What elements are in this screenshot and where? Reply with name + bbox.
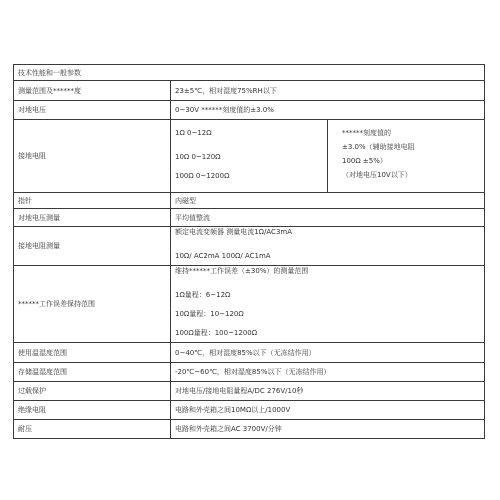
table-row: [14, 266, 485, 343]
resistance-range-line: 10Ω 0~120Ω: [175, 152, 221, 161]
table-row: [14, 382, 485, 401]
row-value-withstand: 电路和外壳箱之间AC 3700V/分钟: [171, 420, 485, 439]
row-value-indicator: 内磁型: [171, 193, 485, 209]
accuracy-line: （对地电压10V以下）: [342, 171, 412, 179]
table-row: [14, 227, 485, 266]
table-row: [14, 120, 485, 193]
row-label-resistance-measure: 接地电阻测量: [14, 227, 171, 266]
row-label-resistance: 接地电阻: [14, 120, 171, 193]
row-label-ground-voltage: 对地电压: [14, 101, 171, 120]
resistance-range-line: 1Ω 0~12Ω: [175, 128, 212, 137]
table-row: [14, 101, 485, 120]
row-value-resistance-measure: [171, 227, 485, 266]
accuracy-line: ******刻度值的: [342, 129, 391, 137]
row-value-ground-voltage-measure: 平均值整流: [171, 209, 485, 227]
table-row: [14, 193, 485, 209]
error-range-line: 10Ω量程：10~120Ω: [175, 310, 244, 318]
table-row: [14, 363, 485, 382]
table-row: [14, 81, 485, 101]
table-row: [14, 343, 485, 363]
accuracy-line: ±3.0%（辅助接地电阻: [342, 143, 415, 151]
error-range-line: 维持******工作误差（±30%）的测量范围: [175, 267, 309, 275]
accuracy-line: 100Ω ±5%）: [342, 157, 387, 165]
resistance-range-line: 100Ω 0~1200Ω: [175, 171, 230, 180]
table-header: 技术性能和一般参数: [14, 65, 485, 81]
row-value-ground-voltage: 0~30V ******刻度值的±3.0%: [171, 101, 485, 120]
row-value-insulation: 电路和外壳箱之间10MΩ以上/1000V: [171, 401, 485, 420]
row-label-store-temp: 存储温湿度范围: [14, 363, 171, 382]
error-range-line: 1Ω量程：6~12Ω: [175, 291, 231, 299]
measure-line: 10Ω/ AC2mA 100Ω/ AC1mA: [175, 252, 271, 260]
error-range-line: 100Ω量程：100~1200Ω: [175, 329, 258, 337]
measure-line: 额定电流变频器 测量电流1Ω/AC3mA: [175, 228, 293, 236]
row-label-overload: 过载保护: [14, 382, 171, 401]
row-label-insulation: 绝缘电阻: [14, 401, 171, 420]
row-value-error-range: [171, 266, 485, 343]
row-label-indicator: 指针: [14, 193, 171, 209]
row-value-resistance-ranges: [171, 120, 328, 193]
spec-table: [13, 64, 485, 439]
row-value-resistance-accuracy: [328, 120, 485, 193]
row-value-range: 23±5℃，相对湿度75%RH以下: [171, 81, 485, 101]
row-label-use-temp: 使用温湿度范围: [14, 343, 171, 363]
table-row: [14, 420, 485, 439]
row-label-range: 测量范围及******度: [14, 81, 171, 101]
row-label-withstand: 耐压: [14, 420, 171, 439]
row-value-store-temp: -20℃~60℃，相对湿度85%以下（无冻结作用）: [171, 363, 485, 382]
row-label-error-range: ******工作误差保持范围: [14, 266, 171, 343]
row-value-overload: 对地电压/接地电阻量程A/DC 276V/10秒: [171, 382, 485, 401]
table-row: [14, 65, 485, 81]
row-label-ground-voltage-measure: 对地电压测量: [14, 209, 171, 227]
row-value-use-temp: 0~40℃，相对湿度85%以下（无冻结作用）: [171, 343, 485, 363]
table-row: [14, 401, 485, 420]
table-row: [14, 209, 485, 227]
